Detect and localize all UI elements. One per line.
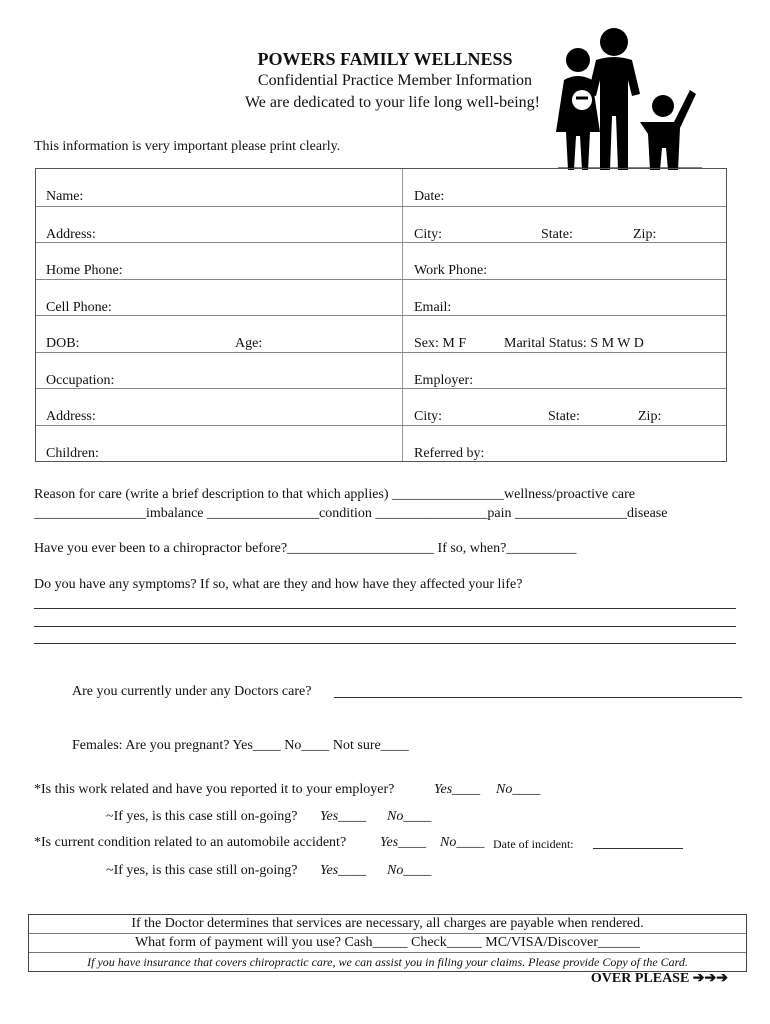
form-row-cell — [36, 279, 726, 316]
children-field[interactable] — [36, 426, 403, 462]
work-ongoing-yes[interactable]: Yes____ — [320, 809, 367, 824]
auto-ongoing-yes[interactable]: Yes____ — [320, 863, 367, 878]
employer-address-label: Address: — [46, 409, 96, 424]
dob-field[interactable] — [36, 316, 403, 352]
auto-ongoing-question: ~If yes, is this case still on-going? — [106, 863, 298, 878]
work-phone-field[interactable] — [403, 243, 726, 279]
symptoms-question: Do you have any symptoms? If so, what are they and how have they affected your life? — [34, 577, 523, 592]
employer-label: Employer: — [414, 372, 474, 388]
email-label: Email: — [414, 299, 452, 315]
address-label: Address: — [46, 226, 96, 242]
name-field[interactable] — [36, 169, 403, 206]
work-related-yes[interactable]: Yes____ — [434, 782, 481, 797]
symptoms-answer-line-1[interactable] — [34, 608, 736, 609]
doctors-care-question: Are you currently under any Doctors care? — [72, 684, 312, 699]
referred-by-field[interactable] — [403, 426, 726, 462]
zip-label: Zip: — [633, 226, 657, 242]
instructions-text: This information is very important please print clearly. — [34, 139, 341, 154]
employer-state-label: State: — [548, 409, 580, 424]
email-field[interactable] — [403, 280, 726, 316]
payment-terms: If the Doctor determines that services are necessary, all charges are payable when rendered. — [131, 916, 644, 931]
cell-phone-field[interactable] — [36, 280, 403, 316]
incident-date-label: Date of incident: — [493, 837, 574, 851]
home-phone-field[interactable] — [36, 243, 403, 279]
work-ongoing-no[interactable]: No____ — [387, 809, 432, 824]
symptoms-answer-line-3[interactable] — [34, 643, 736, 644]
page-tagline: We are dedicated to your life long well-being! — [244, 94, 541, 111]
work-related-question: *Is this work related and have you reported it to your employer? — [34, 782, 395, 797]
date-field[interactable] — [403, 169, 726, 206]
over-please-label: OVER PLEASE ➔➔➔ — [590, 971, 728, 986]
form-row-name — [36, 169, 726, 206]
family-silhouette-icon — [556, 24, 702, 170]
page-subtitle: Confidential Practice Member Information — [257, 72, 533, 89]
pregnant-question[interactable]: Females: Are you pregnant? Yes____ No____ Not sure____ — [72, 738, 409, 753]
form-row-phone — [36, 242, 726, 279]
sex-field[interactable] — [403, 316, 726, 352]
work-related-no[interactable]: No____ — [496, 782, 541, 797]
form-row-employer-address — [36, 388, 726, 425]
occupation-label: Occupation: — [46, 372, 115, 388]
date-label: Date: — [414, 189, 445, 204]
insurance-note: If you have insurance that covers chiropractic care, we can assist you in filing your claims. Please provide Copy of the Card. — [29, 952, 746, 971]
form-row-children — [36, 425, 726, 462]
incident-date-line[interactable] — [593, 848, 683, 849]
payment-method[interactable]: What form of payment will you use? Cash_____ Check_____ MC/VISA/Discover______ — [29, 933, 746, 952]
reason-line-1[interactable]: Reason for care (write a brief description to that which applies) ________________wellness/proactive care — [34, 487, 636, 502]
symptoms-answer-line-2[interactable] — [34, 626, 736, 627]
name-label: Name: — [46, 189, 84, 204]
employer-city-label: City: — [414, 409, 443, 424]
state-label: State: — [541, 226, 573, 242]
reason-line-2[interactable]: ________________imbalance ________________condition ________________pain ________________disease — [34, 506, 668, 521]
sex-label: Sex: M F — [414, 336, 467, 351]
form-row-occupation — [36, 352, 726, 389]
employer-address-field[interactable] — [36, 389, 403, 425]
payment-box — [28, 914, 747, 972]
dob-label: DOB: — [46, 336, 80, 351]
occupation-field[interactable] — [36, 353, 403, 389]
form-row-dob — [36, 315, 726, 352]
children-label: Children: — [46, 445, 99, 461]
employer-city-field[interactable] — [403, 389, 726, 425]
age-label: Age: — [235, 336, 263, 351]
referred-by-label: Referred by: — [414, 445, 485, 461]
marital-status-label: Marital Status: S M W D — [504, 336, 644, 351]
auto-ongoing-no[interactable]: No____ — [387, 863, 432, 878]
city-label: City: — [414, 226, 443, 242]
auto-accident-yes[interactable]: Yes____ — [380, 835, 427, 850]
cell-phone-label: Cell Phone: — [46, 299, 112, 315]
auto-accident-question: *Is current condition related to an automobile accident? — [34, 835, 347, 850]
employer-field[interactable] — [403, 353, 726, 389]
form-row-address — [36, 206, 726, 243]
doctors-care-answer-line[interactable] — [334, 697, 742, 698]
employer-zip-label: Zip: — [638, 409, 662, 424]
work-ongoing-question: ~If yes, is this case still on-going? — [106, 809, 298, 824]
city-field[interactable] — [403, 207, 726, 243]
chiropractor-question[interactable]: Have you ever been to a chiropractor before?_____________________ If so, when?__________ — [34, 541, 577, 556]
address-field[interactable] — [36, 207, 403, 243]
member-info-table — [35, 168, 727, 462]
auto-accident-no[interactable]: No____ — [440, 835, 485, 850]
page-title: POWERS FAMILY WELLNESS — [257, 49, 513, 69]
home-phone-label: Home Phone: — [46, 263, 123, 278]
work-phone-label: Work Phone: — [414, 263, 488, 278]
